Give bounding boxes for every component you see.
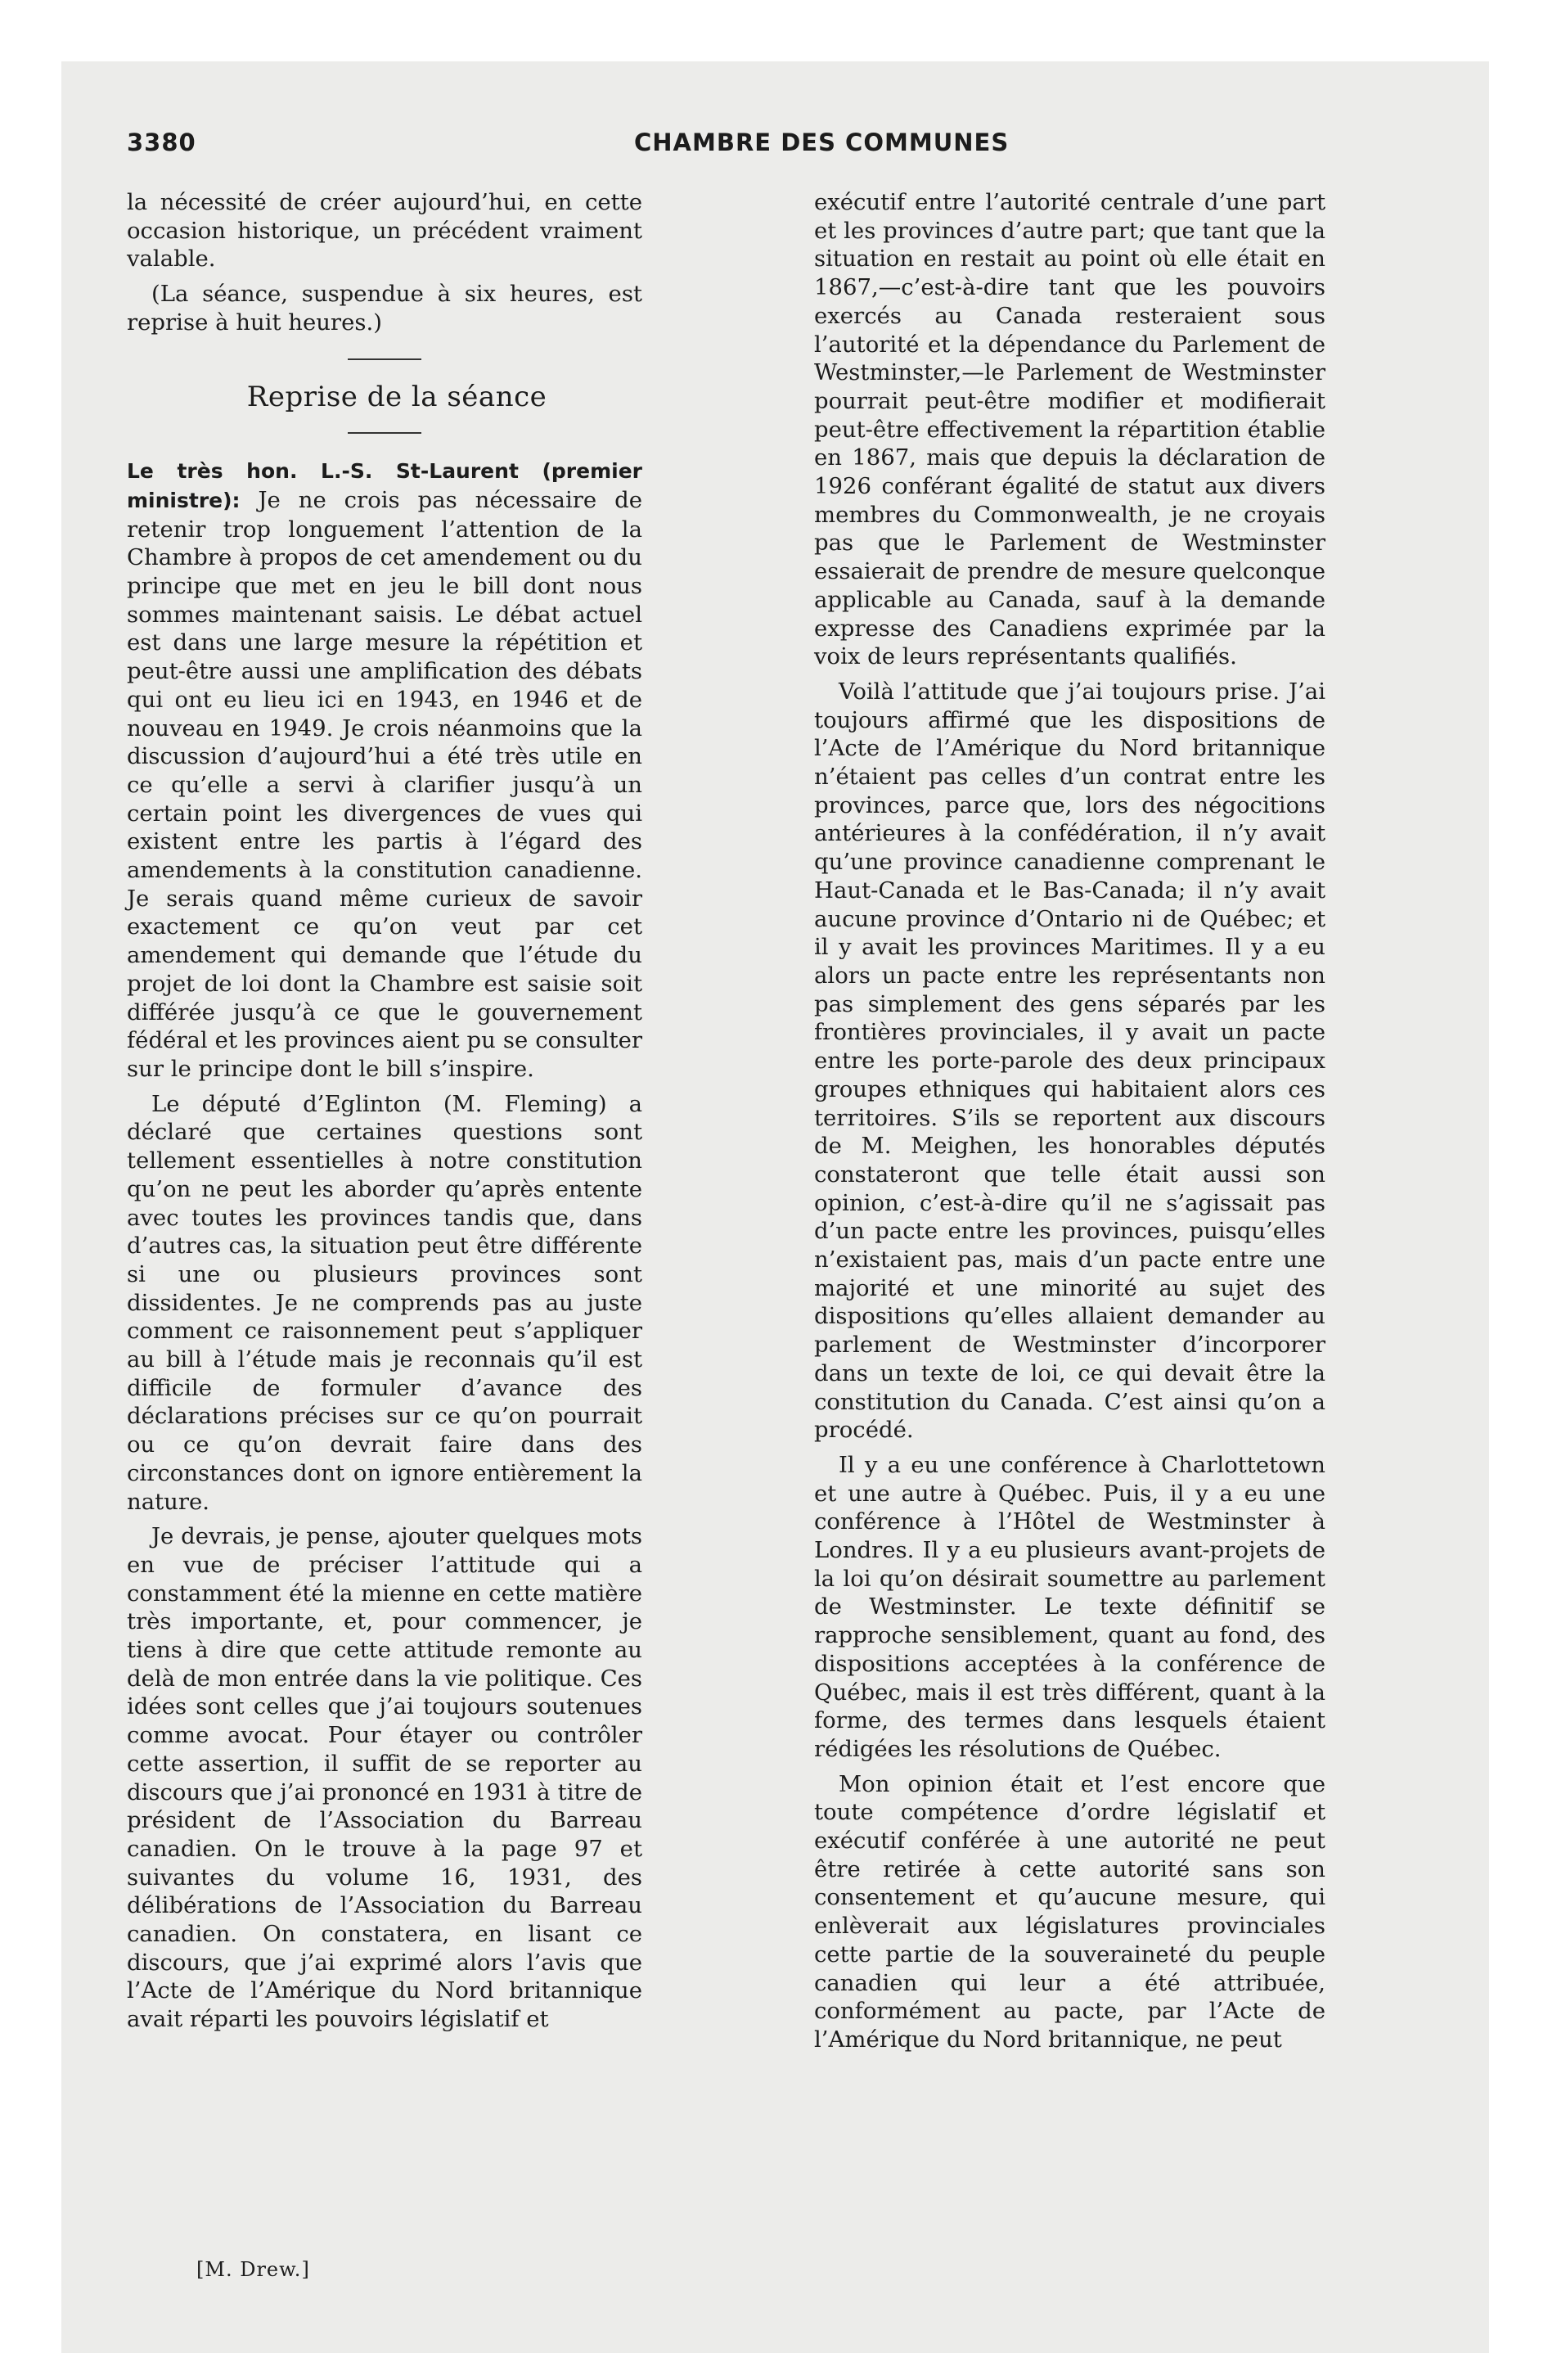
speaker-name: Le très hon. L.-S. St-Laurent (premier ministre): [127,459,642,512]
paragraph: exécutif entre l’autorité centrale d’une part et les provinces d’autre part; que tant que la situation en restait au point où elle était en 1867,—c’est-à-dire tant que les pouvoirs exercés au Canada resteraient sous l’autorité et la dépendance du Parlement de Westminster,—le Parlement de Westminster pourrait peut-être modifier et modifierait peut-être effectivement la répartition établie en 1867, mais que depuis la déclaration de 1926 conférant égalité de statut aux divers membres du Commonwealth, je ne croyais pas que le Parlement de Westminster essaierait de prendre de mesure quelconque applicable au Canada, sauf à la demande expresse des Canadiens exprimée par la voix de leurs représentants qualifiés. [814,189,1325,670]
divider [348,358,421,360]
page-number: 3380 [127,128,196,156]
section-heading: Reprise de la séance [246,380,547,413]
paragraph: (La séance, suspendue à six heures, est reprise à huit heures.) [127,281,642,336]
paragraph: Il y a eu une conférence à Charlottetown et une autre à Québec. Puis, il y a eu une conférence à l’Hôtel de Westminster à Londres. Il y a eu plusieurs avant-projets de la loi qu’on désirait soumettre au parlement de Westminster. Le texte définitif se rapproche sensiblement, quant au fond, des dispositions acceptées à la conférence de Québec, mais il est très différent, quant à la forme, des termes dans lesquels étaient rédigées les résolutions de Québec. [814,1451,1325,1762]
divider [348,432,421,434]
paragraph: Voilà l’attitude que j’ai toujours prise. J’ai toujours affirmé que les dispositions de l’Acte de l’Amérique du Nord britannique n’étaient pas celles d’un contrat entre les provinces, parce que, lors des négocitions antérieures à la confédération, il n’y avait qu’une province canadienne comprenant le Haut-Canada et le Bas-Canada; il n’y avait aucune province d’Ontario ni de Québec; et il y avait les provinces Maritimes. Il y a eu alors un pacte entre les représentants non pas simplement des gens séparés par les frontières provinciales, il y avait un pacte entre les porte-parole des deux principaux groupes ethniques qui habitaient alors ces territoires. S’ils se reportent aux discours de M. Meighen, les honorables députés constateront que telle était aussi son opinion, c’est-à-dire qu’il ne s’agissait pas d’un pacte entre les provinces, puisqu’elles n’existaient pas, mais d’un pacte entre une majorité et une minorité au sujet des dispositions qu’elles allaient demander au parlement de Westminster d’incorporer dans un texte de loi, ce qui devait être la constitution du Canada. C’est ainsi qu’on a procédé. [814,678,1325,1444]
paragraph: la nécessité de créer aujourd’hui, en cette occasion historique, un précédent vraiment valable. [127,189,642,273]
left-column [127,188,642,2040]
right-column [814,188,1325,2061]
speech-text: Je ne crois pas nécessaire de retenir trop longuement l’attention de la Chambre à propos de cet amendement ou du principe que met en jeu le bill dont nous sommes maintenant saisis. Le débat actuel est dans une large mesure la répétition et peut-être aussi une amplification des débats qui ont eu lieu ici en 1943, en 1946 et de nouveau en 1949. Je crois néanmoins que la discussion d’aujourd’hui a été très utile en ce qu’elle a servi à clarifier jusqu’à un certain point les divergences de vues qui existent entre les partis à l’égard des amendements à la constitution canadienne. Je serais quand même curieux de savoir exactement ce qu’on veut par cet amendement qui demande que l’étude du projet de loi dont la Chambre est saisie soit différée jusqu’à ce que le gouvernement fédéral et les provinces aient pu se consulter sur le principe dont le bill s’inspire. [127,486,642,1082]
paragraph: Je devrais, je pense, ajouter quelques mots en vue de préciser l’attitude qui a constamment été la mienne en cette matière très importante, et, pour commencer, je tiens à dire que cette attitude remonte au delà de mon entrée dans la vie politique. Ces idées sont celles que j’ai toujours soutenues comme avocat. Pour étayer ou contrôler cette assertion, il suffit de se reporter au discours que j’ai prononcé en 1931 à titre de président de l’Association du Barreau canadien. On le trouve à la page 97 et suivantes du volume 16, 1931, des délibérations de l’Association du Barreau canadien. On constatera, en lisant ce discours, que j’ai exprimé alors l’avis que l’Acte de l’Amérique du Nord britannique avait réparti les pouvoirs législatif et [127,1523,642,2033]
scanned-page [61,61,1489,2353]
paragraph: Le député d’Eglinton (M. Fleming) a déclaré que certaines questions sont tellement essentielles à notre constitution qu’on ne peut les aborder qu’après entente avec toutes les provinces tandis que, dans d’autres cas, la situation peut être différente si une ou plusieurs provinces sont dissidentes. Je ne comprends pas au juste comment ce raisonnement peut s’appliquer au bill à l’étude mais je reconnais qu’il est difficile de formuler d’avance des déclarations précises sur ce qu’on pourrait ou ce qu’on devrait faire dans des circonstances dont on ignore entièrement la nature. [127,1090,642,1515]
paragraph: Mon opinion était et l’est encore que toute compétence d’ordre législatif et exécutif conférée à une autorité ne peut être retirée à cette autorité sans son consentement et qu’aucune mesure, qui enlèverait aux législatures provinciales cette partie de la souveraineté du peuple canadien qui leur a été attribuée, conformément au pacte, par l’Acte de l’Amérique du Nord britannique, ne peut [814,1770,1325,2053]
page-title: CHAMBRE DES COMMUNES [634,128,1010,156]
paragraph [127,457,642,1083]
footer-note: [M. Drew.] [196,2258,310,2281]
